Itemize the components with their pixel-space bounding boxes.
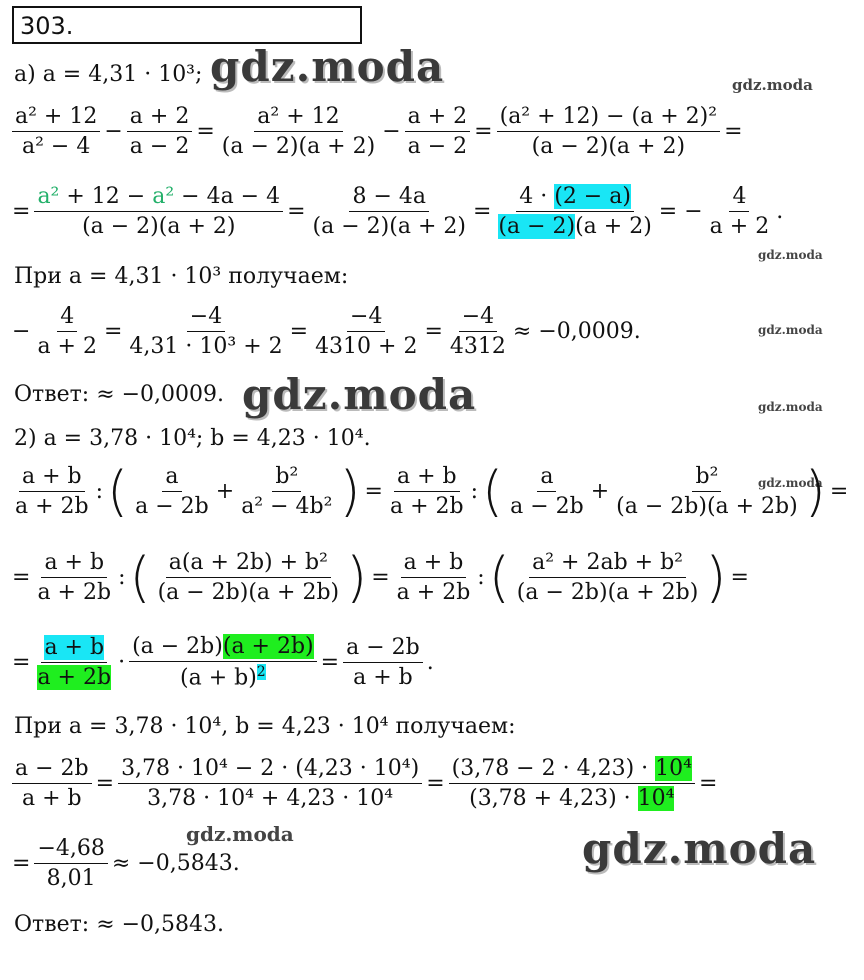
numerator: a + b: [19, 464, 85, 492]
minus-sign: −: [12, 319, 31, 344]
left-paren: (: [488, 545, 510, 609]
fraction: [310, 184, 469, 239]
denominator: a − 2b: [510, 494, 584, 519]
denominator: (a − 2b)(a + 2b): [616, 494, 798, 519]
division-sign: :: [477, 565, 485, 590]
denominator: [177, 662, 269, 690]
numerator: −4: [347, 304, 385, 332]
denominator: 8,01: [46, 866, 96, 891]
left-paren: (: [107, 459, 129, 523]
fraction: [129, 634, 317, 690]
equals-sign: =: [320, 649, 340, 675]
part-b-given: 2) a = 3,78 · 10⁴; b = 4,23 · 10⁴.: [14, 426, 371, 451]
term: (3,78 + 4,23) ·: [469, 786, 638, 811]
fraction: [12, 464, 92, 519]
denominator: a + b: [22, 786, 82, 811]
watermark-text: gdz.moda: [758, 476, 823, 490]
part-a-row-1: [10, 104, 745, 159]
equals-sign: =: [103, 319, 123, 344]
fraction: [238, 464, 335, 519]
numerator: a + b: [394, 464, 460, 492]
denominator: a − 2: [407, 134, 468, 159]
highlighted-term: 10⁴: [655, 756, 692, 781]
equals-sign: =: [12, 565, 31, 590]
denominator: a² − 4b²: [241, 494, 333, 519]
numerator: a: [537, 464, 556, 492]
fraction: [34, 550, 114, 605]
right-paren: ): [346, 545, 368, 609]
fraction: [449, 756, 695, 811]
term: − 4a − 4: [174, 184, 281, 209]
watermark-logo: [242, 370, 476, 419]
term: (a + 2): [575, 214, 652, 239]
watermark-text: gdz.moda: [582, 824, 817, 873]
numerator: a² + 2ab + b²: [529, 550, 686, 578]
denominator: 4,31 · 10³ + 2: [129, 334, 283, 359]
equals-sign: =: [730, 565, 749, 590]
operator: −: [104, 119, 123, 144]
fraction: [34, 635, 114, 690]
equals-sign: =: [474, 119, 493, 144]
numerator: −4: [459, 304, 497, 332]
division-sign: :: [470, 479, 479, 504]
numerator: a + 2: [405, 104, 471, 132]
approximation: ≈ −0,5843.: [111, 851, 240, 876]
denominator: 4312: [449, 334, 506, 359]
fraction: [34, 184, 283, 239]
equals-sign: =: [371, 565, 390, 590]
denominator: (a − 2)(a + 2): [312, 214, 466, 239]
numerator: [41, 635, 107, 663]
denominator: a − 2: [129, 134, 190, 159]
denominator: a + 2b: [389, 494, 464, 519]
denominator: a + 2b: [37, 580, 112, 605]
denominator: (a − 2b)(a + 2b): [516, 580, 699, 605]
part-a-row-3: [10, 304, 643, 359]
fraction: [126, 304, 285, 359]
plus-sign: +: [215, 479, 235, 504]
denominator: a − 2b: [135, 494, 209, 519]
plus-sign: +: [590, 479, 610, 504]
denominator: (a − 2b)(a + 2b): [157, 580, 340, 605]
denominator: a + 2: [709, 214, 770, 239]
fraction: [507, 464, 587, 519]
problem-number-box: [12, 6, 362, 44]
cancelled-term: a²: [37, 184, 60, 209]
watermark-logo: [582, 824, 816, 873]
highlighted-term: a + b: [44, 634, 105, 660]
watermark-text: gdz.moda: [732, 76, 813, 94]
denominator: a + 2b: [396, 580, 471, 605]
fraction: [495, 184, 654, 239]
highlighted-term: 10⁴: [637, 786, 675, 811]
numerator: a − 2b: [343, 635, 423, 663]
numerator: 4: [729, 184, 749, 212]
part-b-answer: Ответ: ≈ −0,5843.: [14, 912, 225, 937]
fraction: [387, 464, 467, 519]
problem-number: 303.: [20, 12, 74, 40]
fraction: [343, 635, 423, 690]
equals-sign: =: [12, 649, 31, 675]
numerator: a² + 12: [12, 104, 100, 132]
fraction: [155, 550, 343, 605]
highlighted-term: (a + 2b): [222, 634, 314, 659]
cancelled-term: a²: [152, 184, 175, 209]
watermark-small: [758, 323, 823, 337]
highlighted-exponent: 2: [256, 664, 266, 680]
fraction: [312, 304, 420, 359]
fraction: [34, 836, 107, 891]
equals-sign: =: [424, 319, 443, 344]
division-sign: :: [118, 565, 126, 590]
equals-sign: =: [472, 199, 492, 224]
numerator: a + b: [41, 550, 107, 578]
fraction: [613, 464, 801, 519]
highlighted-term: a + 2b: [37, 664, 112, 690]
denominator: [466, 784, 677, 811]
watermark-logo: [210, 42, 444, 91]
left-paren: (: [129, 545, 151, 609]
denominator: 3,78 · 10⁴ + 4,23 · 10⁴: [147, 786, 394, 811]
fraction: [514, 550, 702, 605]
part-a-substitution: При a = 4,31 · 10³ получаем:: [14, 264, 349, 289]
part-b-row-2: [10, 545, 751, 609]
right-paren: ): [804, 459, 826, 523]
watermark-small: [732, 76, 813, 94]
denominator: (a − 2)(a + 2): [531, 134, 686, 159]
term: (a + b): [180, 665, 257, 691]
part-a-row-2: [10, 184, 785, 239]
numerator: b²: [272, 464, 301, 492]
numerator: 4: [57, 304, 77, 332]
equals-sign: =: [12, 851, 31, 876]
denominator: a + b: [353, 664, 413, 690]
numerator: (a² + 12) − (a + 2)²: [497, 104, 720, 132]
fraction: [405, 104, 471, 159]
period: .: [776, 199, 784, 224]
watermark-small: [758, 248, 823, 262]
numerator: 3,78 · 10⁴ − 2 · (4,23 · 10⁴): [118, 756, 422, 784]
watermark-text: gdz.moda: [758, 323, 823, 337]
numerator: [34, 184, 283, 212]
term: + 12 −: [59, 184, 153, 209]
approximation: ≈ −0,0009.: [512, 319, 641, 344]
watermark-text: gdz.moda: [210, 42, 445, 91]
denominator: [495, 212, 654, 239]
left-paren: (: [482, 459, 504, 523]
fraction: [34, 304, 100, 359]
part-b-row-4: [10, 756, 719, 811]
fraction: [12, 756, 92, 811]
watermark-small: [758, 400, 823, 414]
fraction: [132, 464, 212, 519]
numerator: a − 2b: [12, 756, 92, 784]
denominator: (a − 2)(a + 2): [221, 134, 376, 159]
equals-sign: =: [289, 319, 309, 344]
fraction: [497, 104, 720, 159]
numerator: 8 − 4a: [349, 184, 429, 212]
fraction: [447, 304, 509, 359]
denominator: a + 2: [37, 334, 97, 359]
part-b-row-5: [10, 836, 242, 891]
numerator: b²: [692, 464, 721, 492]
equals-sign: =: [426, 771, 445, 796]
fraction: [394, 550, 474, 605]
fraction: [12, 104, 100, 159]
numerator: a + b: [401, 550, 467, 578]
denominator: a² − 4: [22, 134, 91, 159]
numerator: [449, 756, 695, 784]
equals-sign: = −: [658, 199, 703, 224]
equals-sign: =: [196, 119, 215, 144]
watermark-text: gdz.moda: [758, 400, 823, 414]
division-sign: :: [95, 479, 104, 504]
equals-sign: =: [287, 199, 306, 224]
part-b-substitution: При a = 3,78 · 10⁴, b = 4,23 · 10⁴ получаем:: [14, 714, 516, 739]
term: (3,78 − 2 · 4,23) ·: [451, 756, 656, 781]
multiplication-sign: ·: [118, 649, 126, 675]
denominator: a + 2b: [15, 494, 89, 519]
operator: −: [382, 119, 401, 144]
numerator: a(a + 2b) + b²: [166, 550, 331, 578]
highlighted-term: (2 − a): [554, 184, 631, 209]
denominator: (a − 2)(a + 2): [82, 214, 236, 239]
fraction: [127, 104, 193, 159]
equals-sign: =: [829, 479, 849, 504]
equals-sign: =: [12, 199, 31, 224]
numerator: a + 2: [127, 104, 193, 132]
denominator: [34, 663, 114, 690]
numerator: [516, 184, 634, 212]
watermark-text: gdz.moda: [758, 248, 823, 262]
part-b-row-1: [10, 459, 850, 523]
fraction: [219, 104, 378, 159]
numerator: a: [162, 464, 181, 492]
highlighted-term: (a − 2): [498, 214, 576, 239]
numerator: a² + 12: [254, 104, 342, 132]
equals-sign: =: [724, 119, 743, 144]
term: (a − 2b): [132, 634, 223, 659]
fraction: [118, 756, 422, 811]
period: .: [426, 649, 434, 675]
numerator: −4: [187, 304, 225, 332]
right-paren: ): [339, 459, 361, 523]
part-b-row-3: [10, 634, 436, 690]
watermark-text: gdz.moda: [186, 822, 294, 846]
term: 4 ·: [519, 184, 555, 209]
equals-sign: =: [364, 479, 383, 504]
part-a-given: а) a = 4,31 · 10³;: [14, 62, 203, 87]
denominator: 4310 + 2: [315, 334, 418, 359]
watermark-text: gdz.moda: [242, 370, 477, 419]
right-paren: ): [705, 545, 727, 609]
equals-sign: =: [95, 771, 115, 796]
numerator: [129, 634, 317, 662]
fraction: [707, 184, 773, 239]
numerator: −4,68: [34, 836, 107, 864]
part-a-answer: Ответ: ≈ −0,0009.: [14, 382, 225, 407]
equals-sign: =: [698, 771, 718, 796]
